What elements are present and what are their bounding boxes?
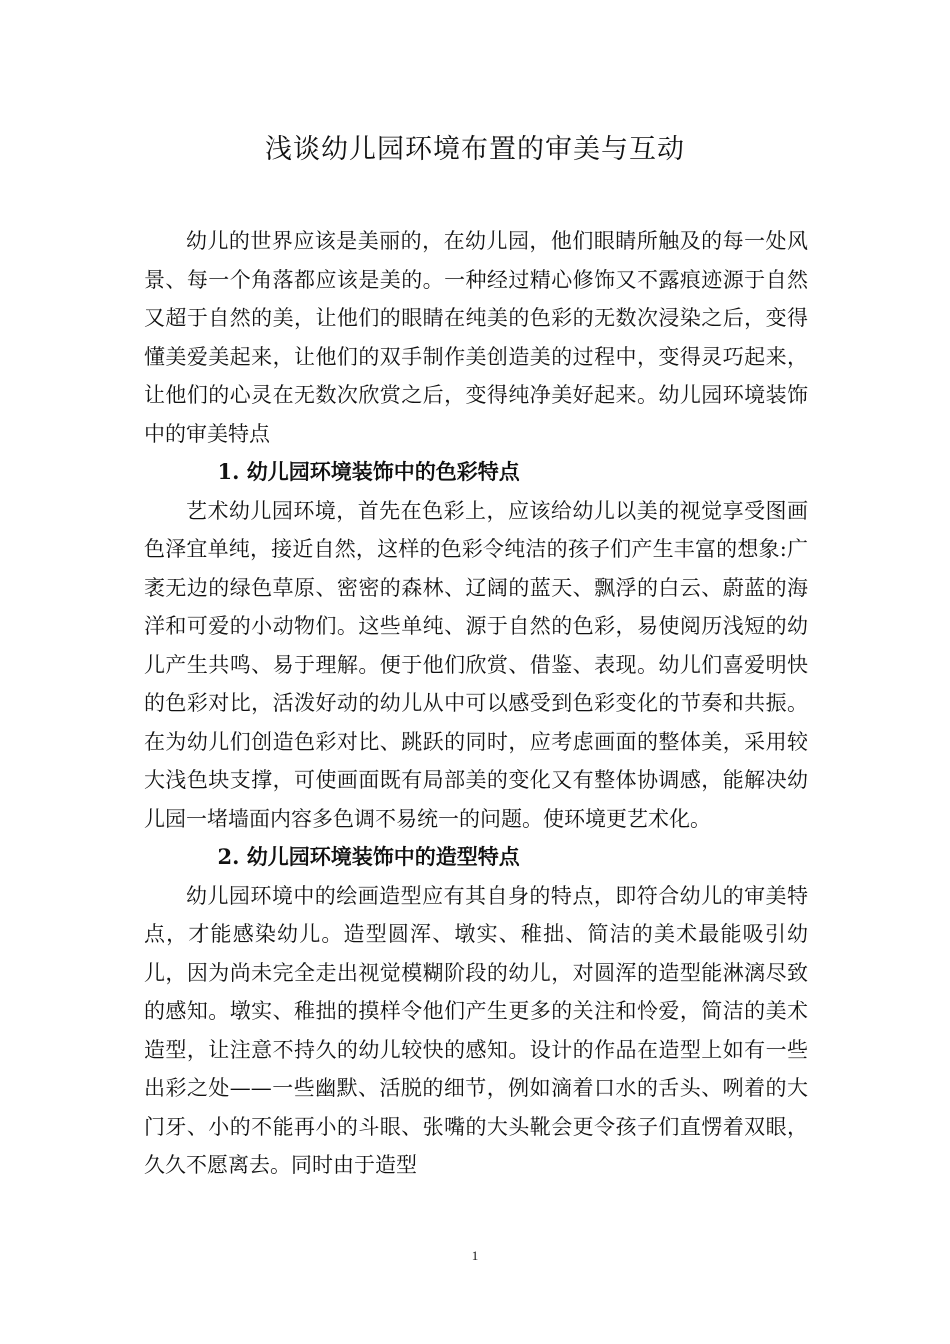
intro-paragraph: 幼儿的世界应该是美丽的，在幼儿园，他们眼睛所触及的每一处风景、每一个角落都应该是美的。一种经过精心修饰又不露痕迹源于自然又超于自然的美，让他们的眼睛在纯美的色彩的无数次浸染之后，变得懂美爱美起来，让他们的双手制作美创造美的过程中，变得灵巧起来，让他们的心灵在无数次欣赏之后，变得纯净美好起来。幼儿园环境装饰中的审美特点 [144, 229, 808, 446]
section-heading-shape: 2. 幼儿园环境装饰中的造型特点 [217, 844, 520, 869]
document-title: 浅谈幼儿园环境布置的审美与互动 [265, 134, 685, 165]
section-paragraph-shape: 幼儿园环境中的绘画造型应有其自身的特点，即符合幼儿的审美特点，才能感染幼儿。造型圆浑、墩实、稚拙、简洁的美术最能吸引幼儿，因为尚未完全走出视觉模糊阶段的幼儿，对圆浑的造型能淋漓尽致的感知。墩实、稚拙的摸样令他们产生更多的关注和怜爱，简洁的美术造型，让注意不持久的幼儿较快的感知。设计的作品在造型上如有一些出彩之处——一些幽默、活脱的细节，例如滴着口水的舌头、咧着的大门牙、小的不能再小的斗眼、张嘴的大头靴会更令孩子们直愣着双眼，久久不愿离去。同时由于造型 [144, 883, 808, 1177]
section-heading-color: 1. 幼儿园环境装饰中的色彩特点 [217, 459, 520, 484]
document-body [144, 222, 808, 1185]
section-paragraph-color: 艺术幼儿园环境，首先在色彩上，应该给幼儿以美的视觉享受图画色泽宜单纯，接近自然，这样的色彩令纯洁的孩子们产生丰富的想象:广袤无边的绿色草原、密密的森林、辽阔的蓝天、飘浮的白云、蔚蓝的海洋和可爱的小动物们。这些单纯、源于自然的色彩，易使阅历浅短的幼儿产生共鸣、易于理解。便于他们欣赏、借鉴、表现。幼儿们喜爱明快的色彩对比，活泼好动的幼儿从中可以感受到色彩变化的节奏和共振。在为幼儿们创造色彩对比、跳跃的同时，应考虑画面的整体美，采用较大浅色块支撑，可使画面既有局部美的变化又有整体协调感，能解决幼儿园一堵墙面内容多色调不易统一的问题。使环境更艺术化。 [144, 498, 808, 831]
page-number: 1 [471, 1248, 479, 1263]
